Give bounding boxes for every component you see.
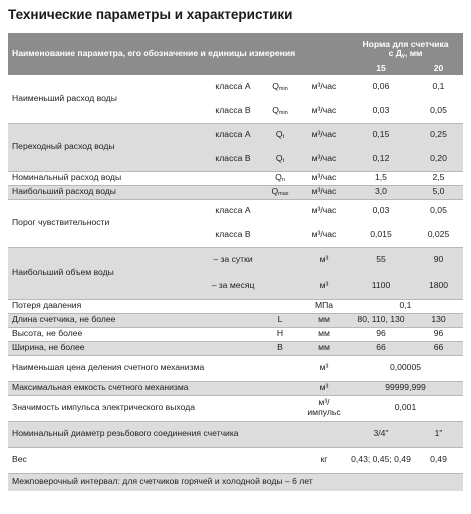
table-row: Потеря давления МПа 0,1 xyxy=(8,299,463,313)
table-row: Наименьшая цена деления счетного механизма м³ 0,00005 xyxy=(8,355,463,381)
table-row: Вес кг 0,43; 0,45; 0,49 0,49 xyxy=(8,447,463,473)
table-row: Переходный расход воды класса А $Q_t$ м³/час 0,15 0,25 xyxy=(8,123,463,147)
page-title: Технические параметры и характеристики xyxy=(8,7,293,22)
verification-interval-note: Межповерочный интервал: для счетчиков горячей и холодной воды – 6 лет xyxy=(8,473,463,491)
header-norm: Норма для счетчика с $Д_у$, мм xyxy=(348,33,463,63)
table-row: Высота, не более H мм 96 96 xyxy=(8,327,463,341)
table-row: Наибольший объем воды – за сутки м³ 55 90 xyxy=(8,247,463,273)
table-row: Ширина, не более B мм 66 66 xyxy=(8,341,463,355)
table-row: Максимальная емкость счетного механизма м³ 99999,999 xyxy=(8,381,463,395)
spec-table xyxy=(8,33,463,491)
table-row: класса В $Q_t$ м³/час 0,12 0,20 xyxy=(8,147,463,171)
table-row: Значимость импульса электрического выхода м³/импульс 0,001 xyxy=(8,395,463,421)
table-row: – за месяц м³ 1100 1800 xyxy=(8,273,463,299)
table-row: Длина счетчика, не более L мм 80, 110, 130 130 xyxy=(8,313,463,327)
table-row: Номинальный расход воды $Q_n$ м³/час 1,5 2,5 xyxy=(8,171,463,185)
table-row: Номинальный диаметр резьбового соединения счетчика 3/4" 1" xyxy=(8,421,463,447)
header-size-20: 20 xyxy=(414,63,463,75)
table-row: класса В м³/час 0,015 0,025 xyxy=(8,223,463,247)
header-size-15: 15 xyxy=(348,63,414,75)
table-row: Наименьший расход воды класса А $Q_{min}$ м³/час 0,06 0,1 xyxy=(8,75,463,99)
table-footer-row xyxy=(8,473,463,491)
table-row: класса В $Q_{min}$ м³/час 0,03 0,05 xyxy=(8,99,463,123)
table-row: Наибольший расход воды $Q_{max}$ м³/час 3,0 5,0 xyxy=(8,185,463,199)
header-param-column: Наименование параметра, его обозначение и единицы измерения xyxy=(8,33,348,75)
table-row: Порог чувствительности класса А м³/час 0,03 0,05 xyxy=(8,199,463,223)
